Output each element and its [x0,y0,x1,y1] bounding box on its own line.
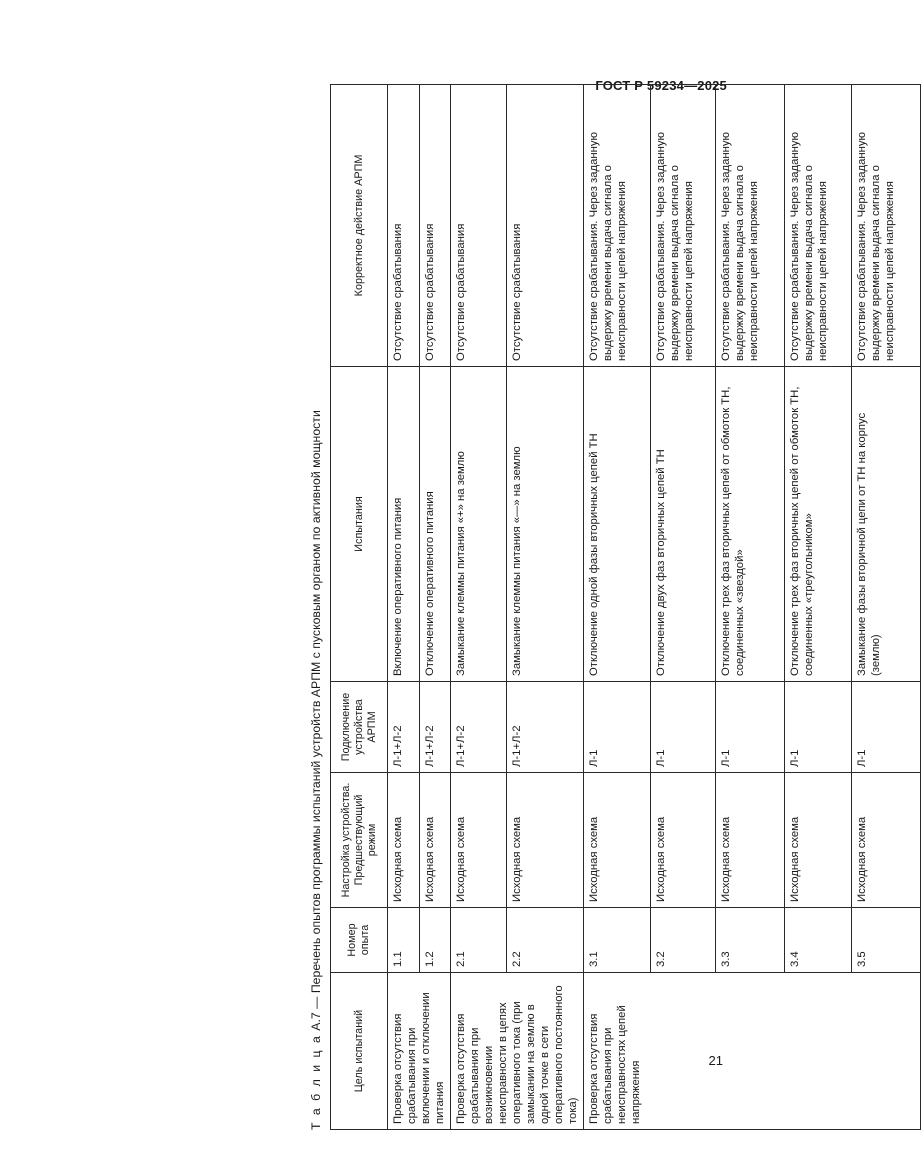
action-cell: Отсутствие срабатывания. Через заданную выдержку времени выдача сигнала о неисправности цепей напряжения [650,84,715,366]
setup-cell: Исходная схема [506,772,583,907]
setup-cell: Исходная схема [851,772,920,907]
test-cell: Замыкание клеммы питания «—» на землю [506,366,583,681]
connection-cell: Л-1 [784,681,851,772]
table-caption [306,410,326,1130]
test-number: 2.2 [506,907,583,972]
connection-cell: Л-1+Л-2 [506,681,583,772]
test-cell: Замыкание фазы вторичной цепи от ТН на корпус (землю) [851,366,920,681]
connection-cell: Л-1+Л-2 [450,681,506,772]
column-header-connection: Подключение устройства АРПМ [330,681,387,772]
table-row [387,84,419,1129]
connection-cell: Л-1 [851,681,920,772]
test-program-table [330,84,921,1130]
setup-cell: Исходная схема [784,772,851,907]
table-row [583,84,650,1129]
table-row [506,84,583,1129]
test-cell: Отключение оперативного питания [419,366,451,681]
goal-cell: Проверка отсутствия срабатывания при включении и отключении питания [387,972,450,1129]
page-number: 21 [708,1053,723,1068]
setup-cell: Исходная схема [387,772,419,907]
document-code: ГОСТ Р 59234—2025 [595,78,727,93]
goal-cell: Проверка отсутствия срабатывания при возникновении неисправности в цепях оперативного тока (при замыкании на землю в одной точке в сети оперативного постоянного тока) [450,972,583,1129]
setup-cell: Исходная схема [583,772,650,907]
action-cell: Отсутствие срабатывания [506,84,583,366]
table-caption-text: А.7 — Перечень опытов программы испытаний устройств АРПМ с пусковым органом по активной мощности [308,409,323,1031]
test-cell: Включение оперативного питания [387,366,419,681]
connection-cell: Л-1+Л-2 [387,681,419,772]
connection-cell: Л-1 [650,681,715,772]
setup-cell: Исходная схема [419,772,451,907]
test-cell: Замыкание клеммы питания «+» на землю [450,366,506,681]
rotated-table-area [306,85,896,1130]
action-cell: Отсутствие срабатывания [419,84,451,366]
column-header-setup: Настройка устройства. Предшествующий режим [330,772,387,907]
table-row [784,84,851,1129]
column-header-number: Номер опыта [330,907,387,972]
table-header-row [330,84,387,1129]
setup-cell: Исходная схема [715,772,784,907]
test-number: 1.2 [419,907,451,972]
table-row [419,84,451,1129]
column-header-action: Корректное действие АРПМ [330,84,387,366]
test-number: 3.4 [784,907,851,972]
action-cell: Отсутствие срабатывания. Через заданную выдержку времени выдача сигнала о неисправности цепей напряжения [784,84,851,366]
goal-cell: Проверка отсутствия срабатывания при неисправностях цепей напряжения [583,972,920,1129]
table-caption-label: Т а б л и ц а [308,1033,323,1130]
test-number: 2.1 [450,907,506,972]
table-row [650,84,715,1129]
action-cell: Отсутствие срабатывания [387,84,419,366]
column-header-test: Испытания [330,366,387,681]
test-number: 3.5 [851,907,920,972]
test-cell: Отключение двух фаз вторичных цепей ТН [650,366,715,681]
test-number: 1.1 [387,907,419,972]
connection-cell: Л-1+Л-2 [419,681,451,772]
test-number: 3.3 [715,907,784,972]
test-cell: Отключение одной фазы вторичных цепей ТН [583,366,650,681]
table-row [851,84,920,1129]
setup-cell: Исходная схема [650,772,715,907]
test-number: 3.2 [650,907,715,972]
column-header-goal: Цель испытаний [330,972,387,1129]
test-number: 3.1 [583,907,650,972]
connection-cell: Л-1 [583,681,650,772]
connection-cell: Л-1 [715,681,784,772]
setup-cell: Исходная схема [450,772,506,907]
action-cell: Отсутствие срабатывания. Через заданную выдержку времени выдача сигнала о неисправности цепей напряжения [851,84,920,366]
test-cell: Отключение трех фаз вторичных цепей от обмоток ТН, соединенных «звездой» [715,366,784,681]
table-row [715,84,784,1129]
action-cell: Отсутствие срабатывания. Через заданную выдержку времени выдача сигнала о неисправности цепей напряжения [715,84,784,366]
test-cell: Отключение трех фаз вторичных цепей от обмоток ТН, соединенных «треугольником» [784,366,851,681]
action-cell: Отсутствие срабатывания [450,84,506,366]
table-row [450,84,506,1129]
action-cell: Отсутствие срабатывания. Через заданную выдержку времени выдача сигнала о неисправности цепей напряжения [583,84,650,366]
